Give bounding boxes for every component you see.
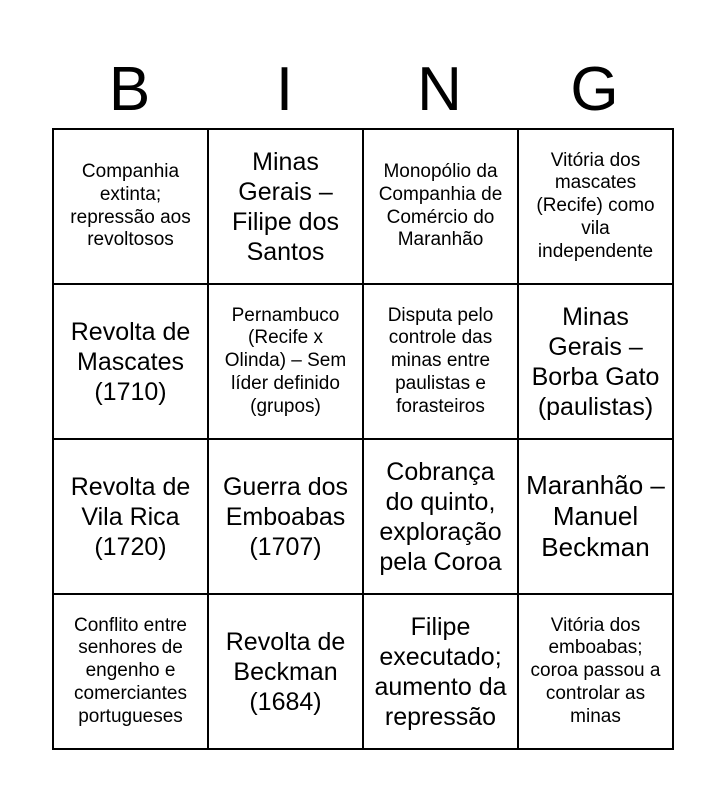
bingo-cell[interactable]: Vitória dos emboabas; coroa passou a controlar as minas: [518, 594, 673, 749]
bingo-header: [52, 52, 672, 128]
bingo-cell[interactable]: Minas Gerais – Filipe dos Santos: [208, 129, 363, 284]
header-letter-g: G: [570, 55, 619, 124]
bingo-cell[interactable]: Cobrança do quinto, exploração pela Coroa: [363, 439, 518, 594]
bingo-cell[interactable]: Revolta de Vila Rica (1720): [53, 439, 208, 594]
header-letter-n: N: [417, 55, 462, 124]
header-letter-b: B: [108, 55, 151, 124]
bingo-cell[interactable]: Minas Gerais – Borba Gato (paulistas): [518, 284, 673, 439]
bingo-cell[interactable]: Vitória dos mascates (Recife) como vila independente: [518, 129, 673, 284]
bingo-cell[interactable]: Conflito entre senhores de engenho e comerciantes portugueses: [53, 594, 208, 749]
bingo-cell[interactable]: Revolta de Mascates (1710): [53, 284, 208, 439]
bingo-cell[interactable]: Pernambuco (Recife x Olinda) – Sem líder definido (grupos): [208, 284, 363, 439]
bingo-cell[interactable]: Maranhão – Manuel Beckman: [518, 439, 673, 594]
bingo-grid: [52, 128, 674, 750]
bingo-cell[interactable]: Companhia extinta; repressão aos revoltosos: [53, 129, 208, 284]
bingo-cell[interactable]: Disputa pelo controle das minas entre paulistas e forasteiros: [363, 284, 518, 439]
grid-row-2: [53, 284, 673, 439]
grid-row-4: [53, 594, 673, 749]
grid-row-3: [53, 439, 673, 594]
bingo-cell[interactable]: Filipe executado; aumento da repressão: [363, 594, 518, 749]
bingo-cell[interactable]: Revolta de Beckman (1684): [208, 594, 363, 749]
header-letter-i: I: [275, 55, 294, 124]
bingo-cell[interactable]: Guerra dos Emboabas (1707): [208, 439, 363, 594]
bingo-cell[interactable]: Monopólio da Companhia de Comércio do Maranhão: [363, 129, 518, 284]
grid-row-1: [53, 129, 673, 284]
